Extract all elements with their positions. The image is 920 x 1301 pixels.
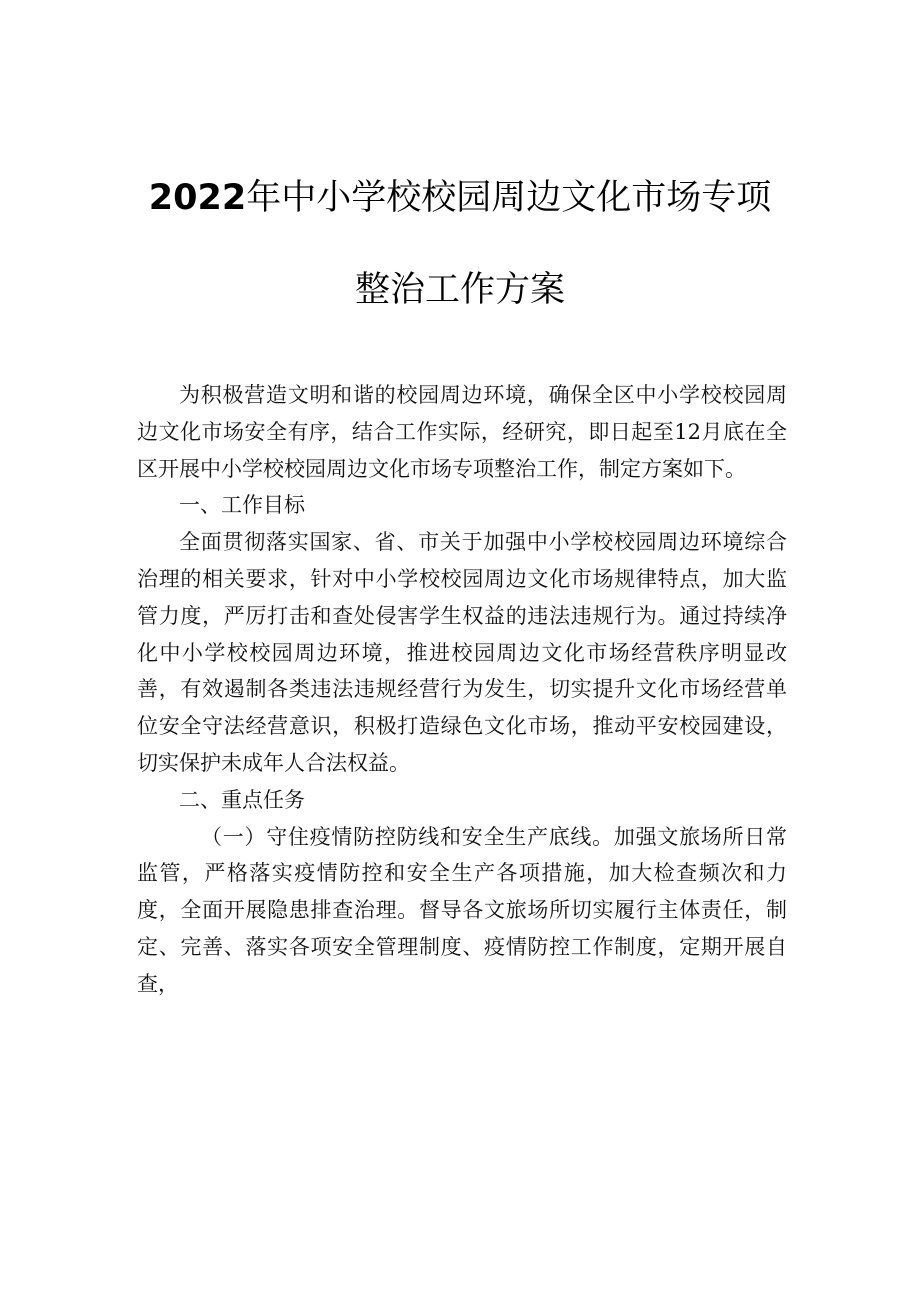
section-heading-goals: 一、工作目标 [179, 493, 305, 518]
title-text: 年中小学校校园周边文化市场专项 [246, 178, 772, 218]
task-item-1-paragraph: （一）守住疫情防控防线和安全生产底线。加强文旅场所日常监管，严格落实疫情防控和安全生产各项措施，加大检查频次和力度，全面开展隐患排查治理。督导各文旅场所切实履行主体责任，制定、完善、落实各项安全管理制度、疫情防控工作制度，定期开展自查， [137, 824, 787, 996]
document-body [137, 377, 787, 1003]
document-title-line-2: 整治工作方案 [354, 270, 565, 310]
document-title-line-1 [0, 170, 920, 220]
goals-paragraph: 全面贯彻落实国家、省、市关于加强中小学校校园周边环境综合治理的相关要求，针对中小学校校园周边文化市场规律特点，加大监管力度，严厉打击和查处侵害学生权益的违法违规行为。通过持续净化中小学校校园周边环境，推进校园周边文化市场经营秩序明显改善，有效遏制各类违法违规经营行为发生，切实提升文化市场经营单位安全守法经营意识，积极打造绿色文化市场，推动平安校园建设，切实保护未成年人合法权益。 [137, 530, 787, 775]
title-year: 2022 [148, 178, 247, 218]
intro-paragraph: 为积极营造文明和谐的校园周边环境，确保全区中小学校校园周边文化市场安全有序，结合工作实际，经研究，即日起至12月底在全区开展中小学校校园周边文化市场专项整治工作，制定方案如下。 [137, 383, 787, 481]
section-heading-tasks: 二、重点任务 [179, 787, 305, 812]
